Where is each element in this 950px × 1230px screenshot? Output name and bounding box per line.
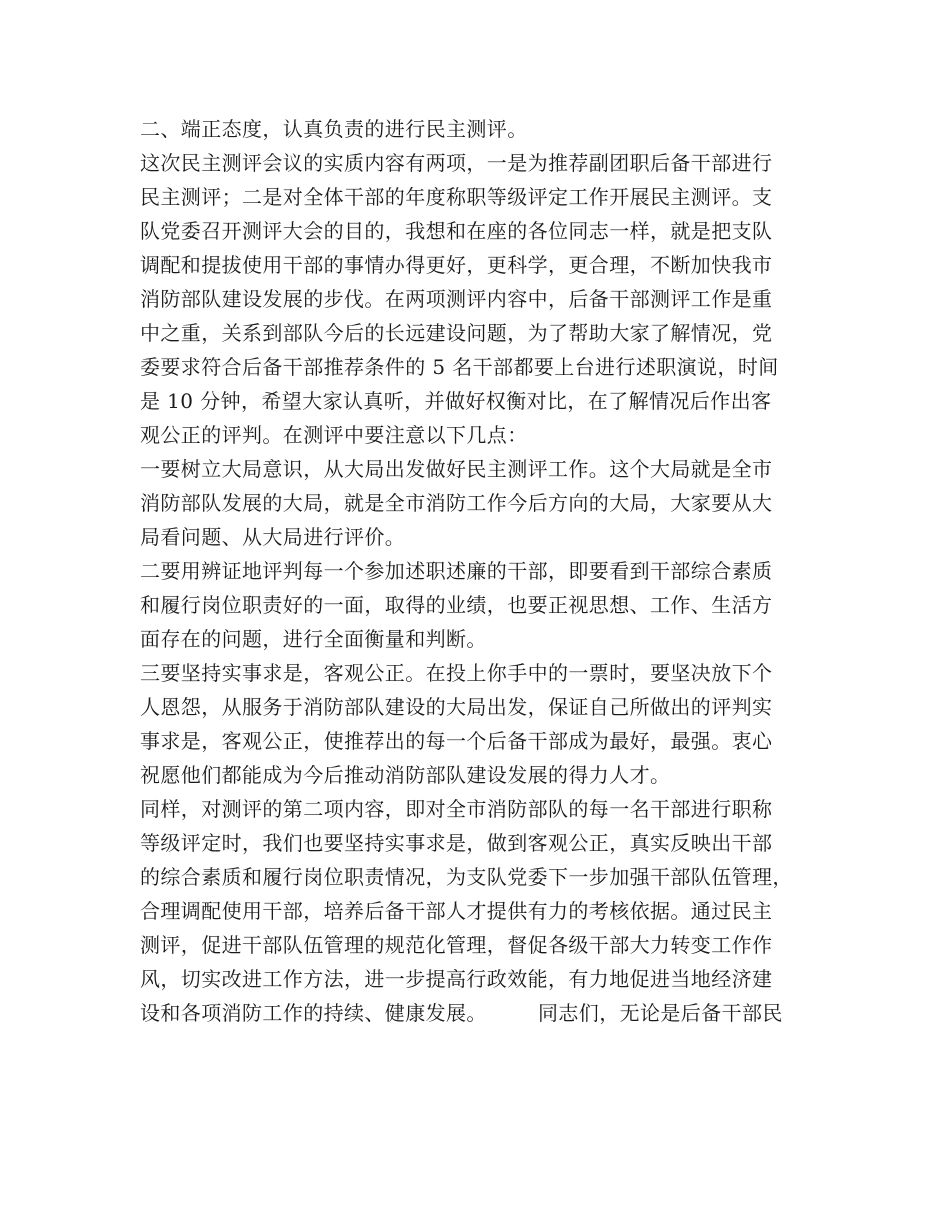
text-line: 的综合素质和履行岗位职责情况，为支队党委下一步加强干部队伍管理， [140, 865, 793, 889]
text-line: 调配和提拔使用干部的事情办得更好，更科学，更合理，不断加快我市 [140, 253, 773, 277]
text-line: 三要坚持实事求是，客观公正。在投上你手中的一票时，要坚决放下个 [140, 661, 773, 685]
text-line: 面存在的问题，进行全面衡量和判断。 [140, 627, 487, 651]
text-line: 设和各项消防工作的持续、健康发展。 同志们，无论是后备干部民 [140, 1001, 783, 1025]
text-line: 事求是，客观公正，使推荐出的每一个后备干部成为最好，最强。衷心 [140, 729, 773, 753]
text-line: 等级评定时，我们也要坚持实事求是，做到客观公正，真实反映出干部 [140, 831, 773, 855]
text-line: 队党委召开测评大会的目的，我想和在座的各位同志一样，就是把支队 [140, 219, 773, 243]
text-line: 中之重，关系到部队今后的长远建设问题，为了帮助大家了解情况，党 [140, 321, 773, 345]
text-line: 合理调配使用干部，培养后备干部人才提供有力的考核依据。通过民主 [140, 899, 773, 923]
text-line: 二要用辨证地评判每一个参加述职述廉的干部，即要看到干部综合素质 [140, 559, 773, 583]
text-line: 一要树立大局意识，从大局出发做好民主测评工作。这个大局就是全市 [140, 457, 773, 481]
text-line: 消防部队发展的大局，就是全市消防工作今后方向的大局，大家要从大 [140, 491, 773, 515]
section-heading: 二、端正态度，认真负责的进行民主测评。 [140, 117, 528, 141]
text-line: 委要求符合后备干部推荐条件的 5 名干部都要上台进行述职演说，时间 [140, 355, 779, 379]
text-line: 祝愿他们都能成为今后推动消防部队建设发展的得力人才。 [140, 763, 671, 787]
text-line: 同样，对测评的第二项内容，即对全市消防部队的每一名干部进行职称 [140, 797, 773, 821]
text-line: 局看问题、从大局进行评价。 [140, 525, 406, 549]
text-line: 和履行岗位职责好的一面，取得的业绩，也要正视思想、工作、生活方 [140, 593, 773, 617]
text-line: 人恩怨，从服务于消防部队建设的大局出发，保证自己所做出的评判实 [140, 695, 773, 719]
text-line: 消防部队建设发展的步伐。在两项测评内容中，后备干部测评工作是重 [140, 287, 773, 311]
text-line: 风，切实改进工作方法，进一步提高行政效能，有力地促进当地经济建 [140, 967, 773, 991]
document-body [140, 112, 820, 1030]
text-line: 是 10 分钟，希望大家认真听，并做好权衡对比，在了解情况后作出客 [140, 389, 772, 413]
text-line: 观公正的评判。在测评中要注意以下几点： [140, 423, 528, 447]
text-line: 这次民主测评会议的实质内容有两项，一是为推荐副团职后备干部进行 [140, 151, 773, 175]
text-line: 测评，促进干部队伍管理的规范化管理，督促各级干部大力转变工作作 [140, 933, 773, 957]
text-line: 民主测评；二是对全体干部的年度称职等级评定工作开展民主测评。支 [140, 185, 773, 209]
